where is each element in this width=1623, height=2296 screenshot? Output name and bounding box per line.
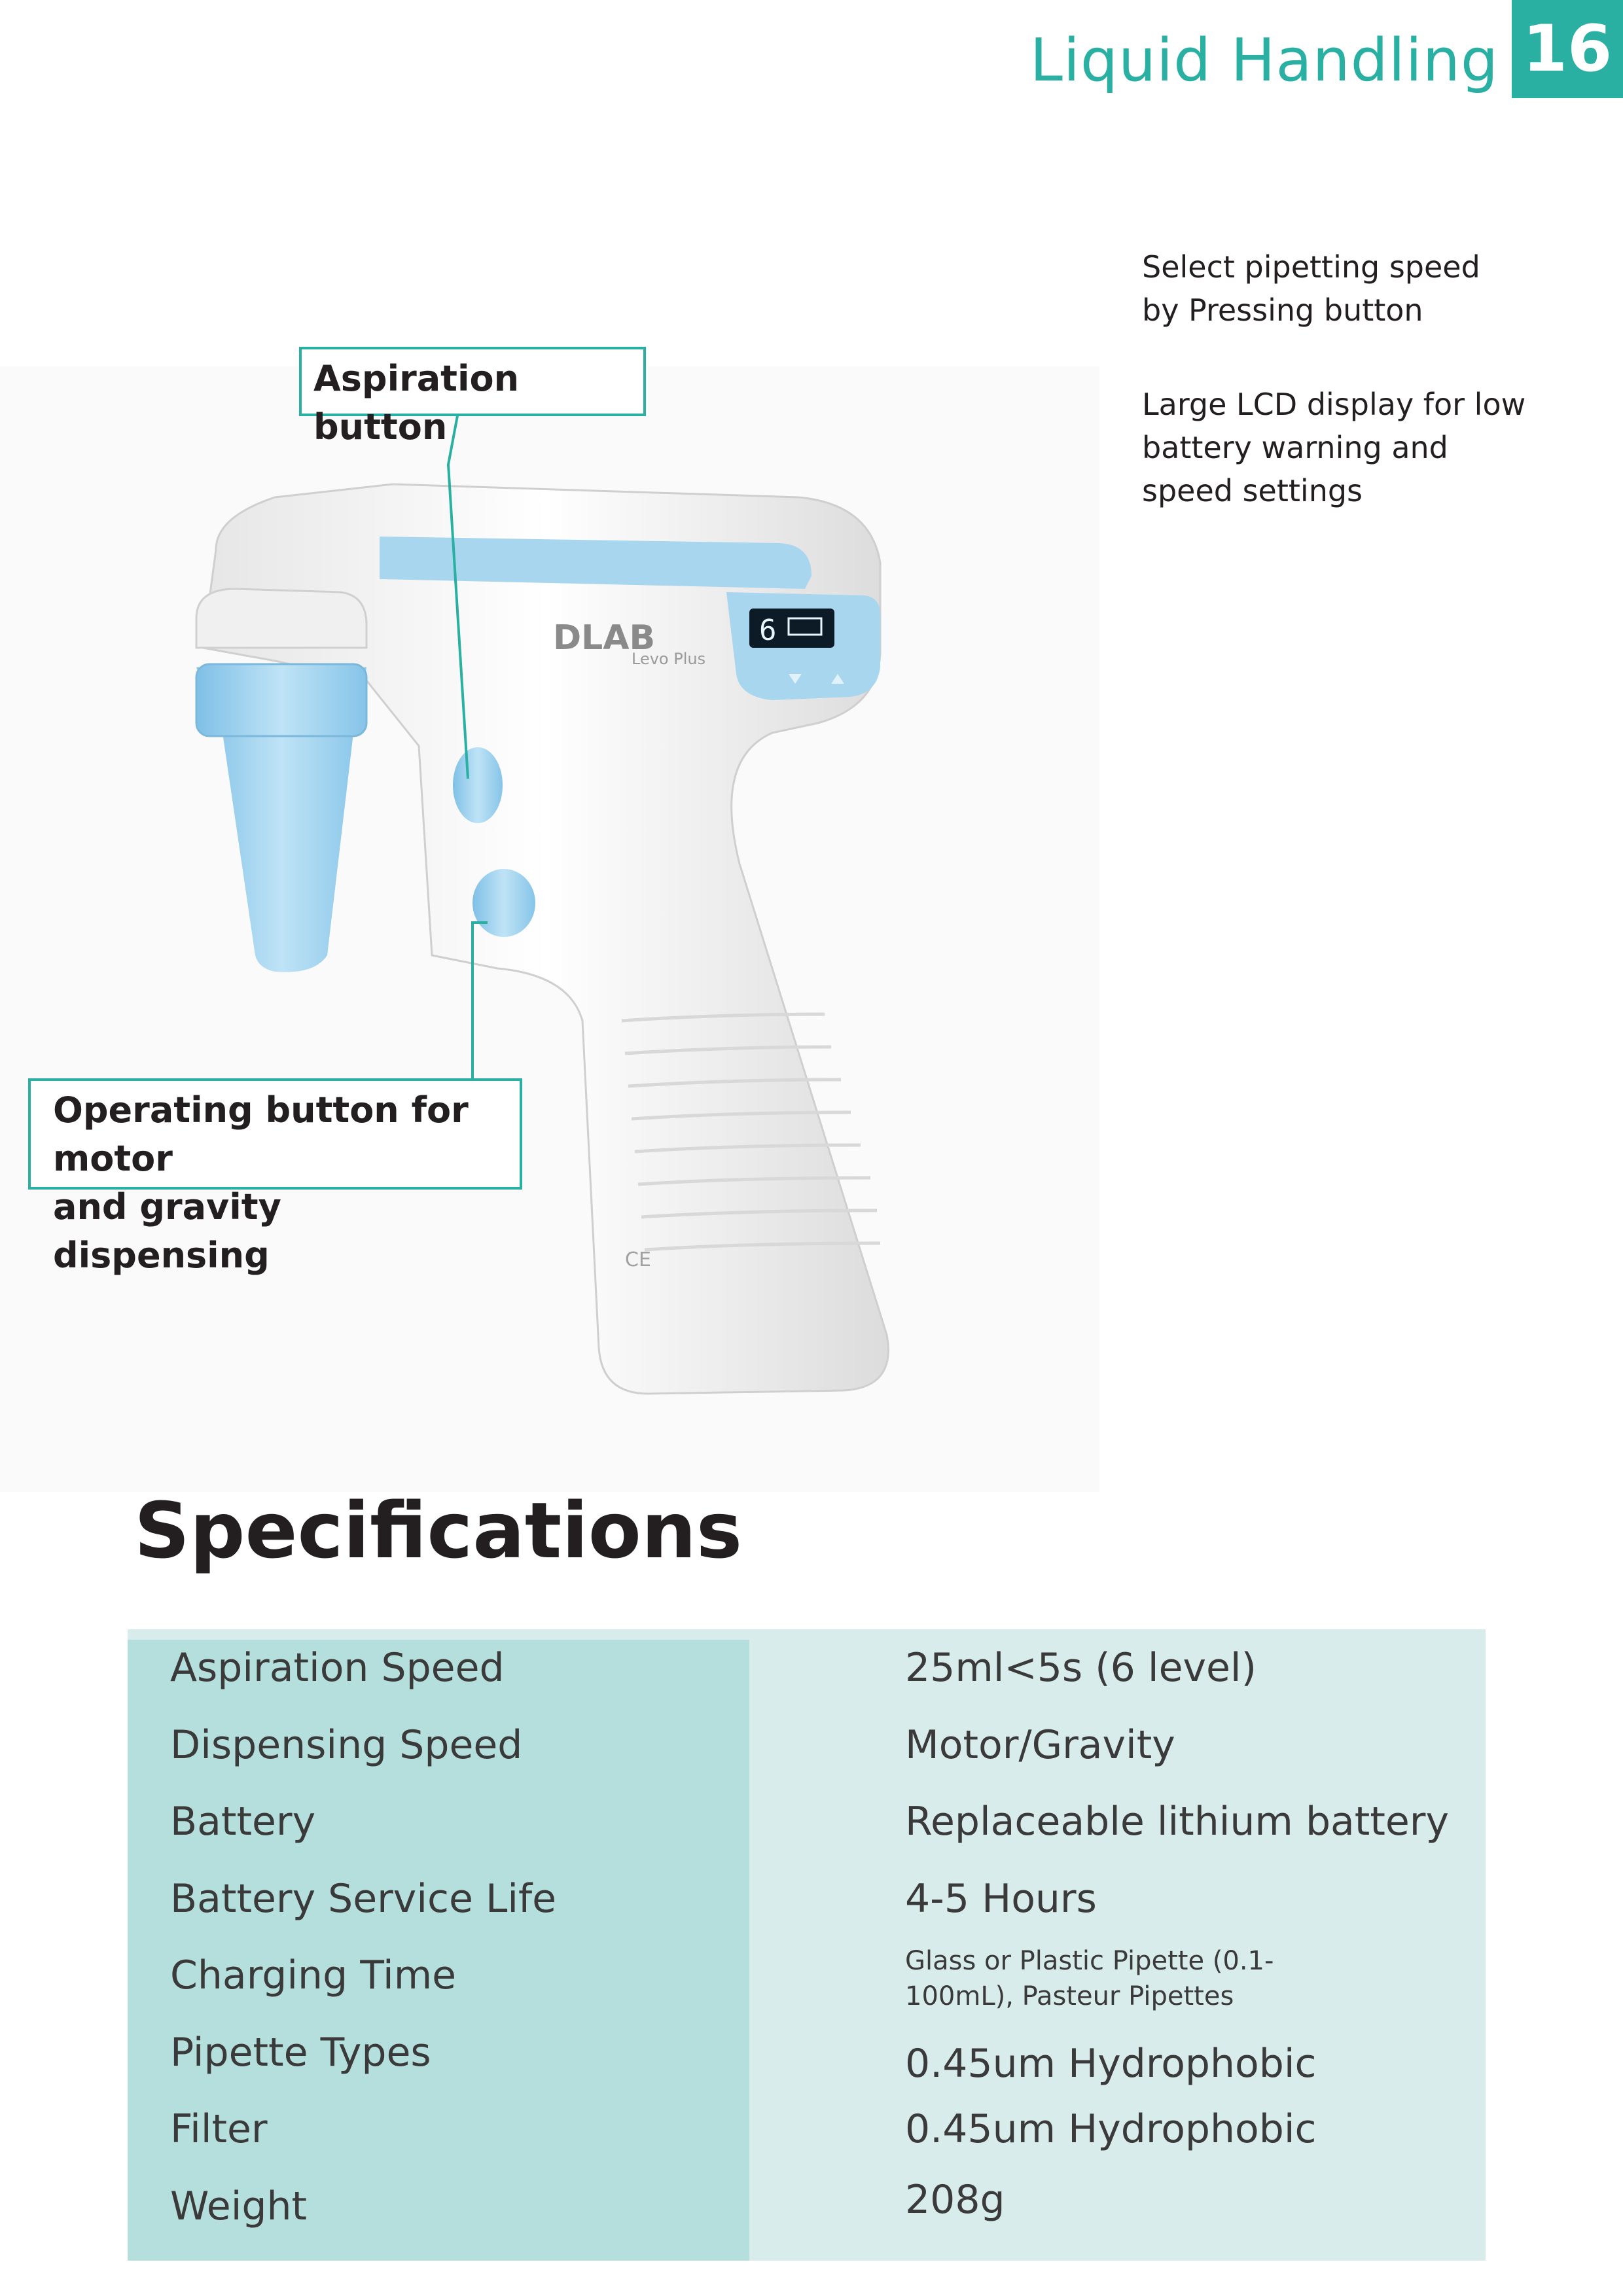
spec-value: Replaceable lithium battery <box>905 1799 1449 1845</box>
aspiration-leader-line <box>448 412 468 779</box>
operating-callout-line-2: and gravity dispensing <box>53 1186 281 1276</box>
spec-value: 4-5 Hours <box>905 1876 1097 1922</box>
lcd-note-line-1: Large LCD display for low <box>1142 387 1526 422</box>
spec-label: Pipette Types <box>170 2030 431 2075</box>
brand-logo: DLAB <box>553 618 656 658</box>
page-number-badge: 16 <box>1512 0 1623 98</box>
spec-value: Motor/Gravity <box>905 1722 1175 1768</box>
spec-label: Battery <box>170 1799 316 1845</box>
spec-label: Dispensing Speed <box>170 1722 523 1768</box>
operating-callout <box>28 1078 522 1276</box>
model-name: Levo Plus <box>632 650 706 668</box>
lcd-note-line-2: battery warning and <box>1142 430 1448 465</box>
spec-value: 208g <box>905 2177 1005 2223</box>
operating-callout-line-1: Operating button for motor <box>53 1089 469 1179</box>
aspiration-callout-text: Aspiration button <box>313 358 520 448</box>
section-title: Liquid Handling <box>1029 26 1499 95</box>
speed-note-line-2: by Pressing button <box>1142 292 1423 328</box>
spec-value: 25ml<5s (6 level) <box>905 1645 1257 1691</box>
aspiration-callout <box>299 347 646 448</box>
ce-mark: CE <box>625 1248 651 1271</box>
lcd-digit: 6 <box>759 614 777 647</box>
specifications-table <box>128 1629 1486 2261</box>
spec-label: Filter <box>170 2106 268 2152</box>
spec-value: Glass or Plastic Pipette (0.1-100mL), Pasteur Pipettes <box>905 1946 1274 2011</box>
lcd-note-line-3: speed settings <box>1142 473 1363 508</box>
operating-leader-line <box>473 923 488 1080</box>
speed-note-line-1: Select pipetting speed <box>1142 249 1480 285</box>
spec-label: Charging Time <box>170 1952 457 1998</box>
spec-label: Aspiration Speed <box>170 1645 505 1691</box>
specifications-heading: Specifications <box>134 1485 743 1576</box>
spec-value: 0.45um Hydrophobic <box>905 2106 1317 2152</box>
spec-value: 0.45um Hydrophobic <box>905 2041 1317 2087</box>
spec-label: Weight <box>170 2183 308 2229</box>
spec-label: Battery Service Life <box>170 1876 557 1922</box>
